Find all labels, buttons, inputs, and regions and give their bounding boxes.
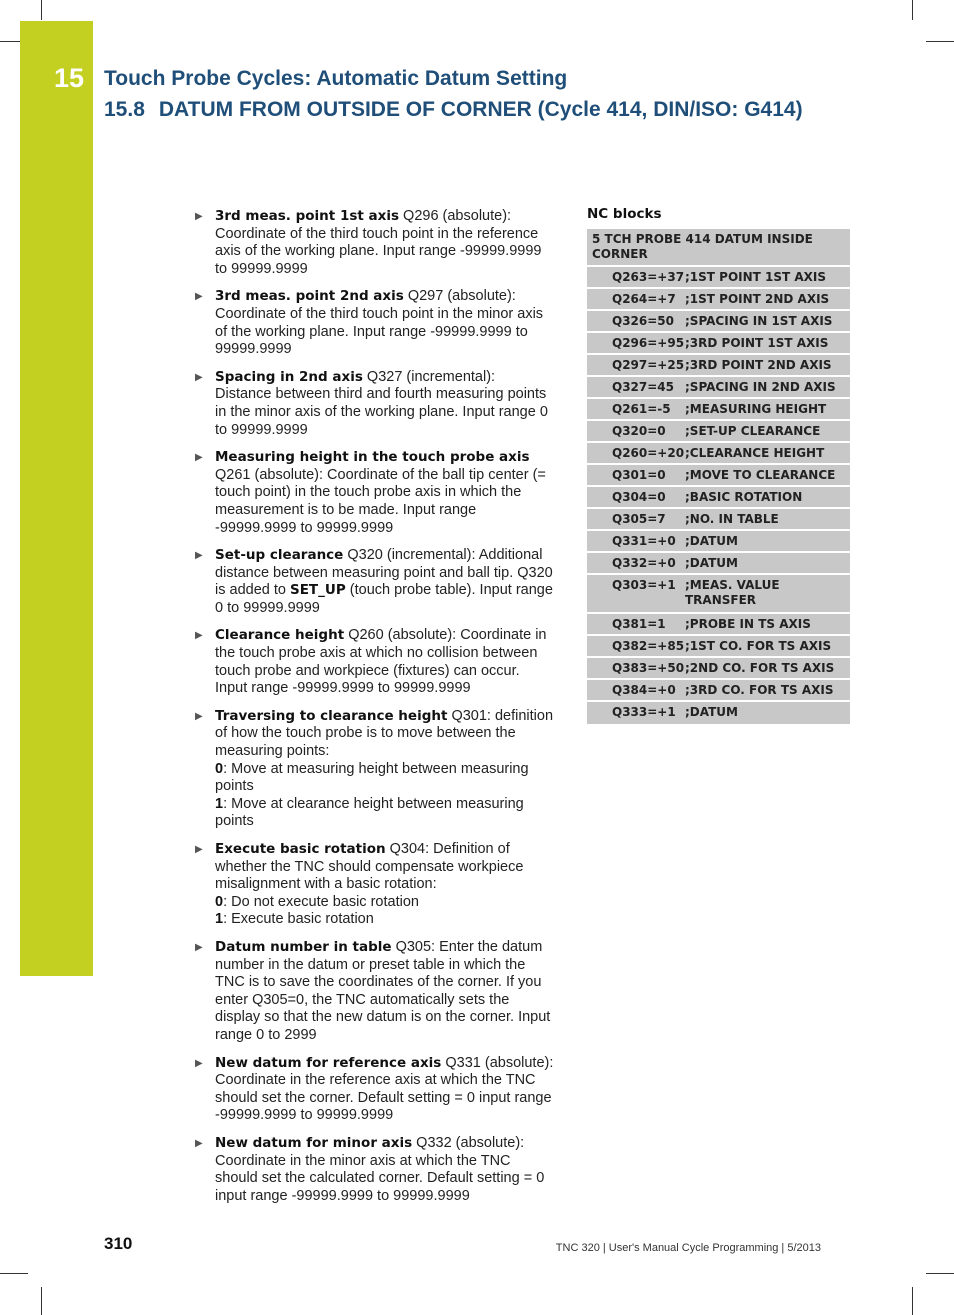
list-item (195, 208, 555, 278)
nc-param: Q301=0 (612, 468, 666, 482)
nc-param: Q383=+50 (612, 661, 685, 675)
option-key: 0 (215, 760, 224, 777)
option-text: : Execute basic rotation (223, 911, 374, 928)
item-text: Q305: Enter the datum number in the datum or preset table in which the TNC is to save the coordinates of the corner. If you enter Q305=0, the TNC automatically sets the display so that the new datum is on the corner. Input range 0 to 2999 (215, 938, 551, 1043)
option-line (215, 761, 555, 796)
chapter-title: Touch Probe Cycles: Automatic Datum Setting (104, 67, 568, 90)
nc-param: Q303=+1 (612, 578, 676, 592)
table-row (587, 377, 850, 399)
nc-param: Q326=50 (612, 314, 675, 328)
crop-mark (912, 0, 913, 20)
nc-param: Q263=+37 (612, 270, 685, 284)
nc-comment: ;MOVE TO CLEARANCE (685, 468, 836, 482)
nc-param: Q382=+85 (612, 639, 685, 653)
nc-param: Q264=+7 (612, 292, 676, 306)
table-row (587, 289, 850, 311)
nc-param: Q332=+0 (612, 556, 676, 570)
bullet-arrow-icon: ▶ (195, 630, 203, 642)
item-text: Q261 (absolute): Coordinate of the ball tip center (= touch point) in the touch probe axis in which the measurement is to be made. Input range -99999.9999 to 99999.9999 (215, 466, 546, 536)
table-row (587, 399, 850, 421)
nc-param: Q331=+0 (612, 534, 676, 548)
option-text: : Move at clearance height between measuring points (215, 795, 524, 830)
option-line (215, 911, 555, 929)
nc-param: Q296=+95 (612, 336, 685, 350)
list-item (195, 288, 555, 358)
option-key: 1 (215, 911, 224, 928)
nc-param: Q320=0 (612, 424, 666, 438)
nc-param: Q305=7 (612, 512, 666, 526)
table-row (587, 267, 850, 289)
nc-comment: ;2ND CO. FOR TS AXIS (685, 661, 835, 675)
nc-param: Q304=0 (612, 490, 666, 504)
table-row (587, 443, 850, 465)
bullet-arrow-icon: ▶ (195, 371, 203, 383)
crop-mark (41, 1287, 42, 1315)
item-text: Q332 (absolute): Coordinate in the minor axis at which the TNC should set the calculated corner. Default setting = 0 input range -99999.9999 to 99999.9999 (215, 1134, 545, 1204)
nc-comment: ;3RD POINT 1ST AXIS (685, 336, 829, 350)
bullet-arrow-icon: ▶ (195, 1057, 203, 1069)
item-term: 3rd meas. point 1st axis (215, 208, 400, 224)
option-line (215, 894, 555, 912)
bullet-arrow-icon: ▶ (195, 452, 203, 464)
nc-param: Q384=+0 (612, 683, 676, 697)
table-row (587, 333, 850, 355)
list-item (195, 547, 555, 617)
option-text: : Move at measuring height between measuring points (215, 760, 529, 795)
table-row (587, 421, 850, 443)
item-term: Execute basic rotation (215, 841, 386, 857)
nc-comment: ;1ST POINT 2ND AXIS (685, 292, 830, 306)
table-row (587, 575, 850, 614)
list-item (195, 627, 555, 697)
nc-comment: ;SPACING IN 1ST AXIS (685, 314, 833, 328)
chapter-number: 15 (54, 63, 85, 93)
table-row (587, 465, 850, 487)
option-line (215, 796, 555, 831)
nc-comment: ;NO. IN TABLE (685, 512, 779, 526)
option-text: : Do not execute basic rotation (223, 893, 419, 910)
nc-param: Q333=+1 (612, 705, 676, 719)
item-term: Clearance height (215, 627, 345, 644)
nc-comment: ;CLEARANCE HEIGHT (685, 446, 825, 460)
list-item (195, 841, 555, 929)
table-row (587, 680, 850, 702)
item-term: New datum for reference axis (215, 1054, 442, 1071)
chapter-sidebar (20, 21, 93, 976)
footer-text: TNC 320 | User's Manual Cycle Programming | 5/2013 (555, 1242, 821, 1254)
table-row (587, 636, 850, 658)
crop-mark (41, 0, 42, 20)
bullet-arrow-icon: ▶ (195, 941, 203, 953)
item-text: Q327 (incremental): Distance between third and fourth measuring points in the minor axis of the working plane. Input range 0 to 99999.9999 (215, 368, 548, 438)
option-key: 1 (215, 795, 224, 812)
section-heading (104, 96, 803, 124)
table-row (587, 553, 850, 575)
nc-param: Q261=-5 (612, 402, 671, 416)
item-term: Spacing in 2nd axis (215, 368, 363, 385)
bullet-arrow-icon: ▶ (195, 710, 203, 722)
list-item (195, 1055, 555, 1125)
nc-comment: ;3RD CO. FOR TS AXIS (685, 683, 834, 697)
bullet-arrow-icon: ▶ (195, 291, 203, 303)
table-row (587, 311, 850, 333)
item-term: 3rd meas. point 2nd axis (215, 288, 404, 305)
nc-blocks-title: NC blocks (587, 206, 662, 222)
nc-comment: ;1ST CO. FOR TS AXIS (685, 639, 832, 653)
crop-mark (0, 1273, 28, 1274)
table-row (587, 614, 850, 636)
list-item (195, 708, 555, 831)
nc-comment: ;DATUM (685, 534, 738, 548)
nc-table-header: 5 TCH PROBE 414 DATUM INSIDE CORNER (587, 229, 850, 267)
item-text: Q301: definition of how the touch probe is to move between the measuring points: (215, 707, 554, 760)
nc-comment: ;PROBE IN TS AXIS (685, 617, 811, 631)
item-text: Q320 (incremental): Additional distance between measuring point and ball tip. Q320 is added to (215, 547, 553, 599)
nc-param: Q260=+20 (612, 446, 685, 460)
page-number: 310 (104, 1234, 133, 1253)
table-row (587, 487, 850, 509)
crop-mark (0, 41, 20, 42)
crop-mark (926, 41, 954, 42)
list-item (195, 1135, 555, 1205)
item-text: Q260 (absolute): Coordinate in the touch probe axis at which no collision between touch probe and workpiece (fixtures) can occur. Input range -99999.9999 to 99999.9999 (215, 627, 547, 697)
item-term: Traversing to clearance height (215, 707, 448, 724)
crop-mark (912, 1287, 913, 1315)
section-title: DATUM FROM OUTSIDE OF CORNER (Cycle 414, DIN/ISO: G414) (158, 98, 803, 121)
list-item (195, 939, 555, 1045)
item-term: Set-up clearance (215, 547, 344, 564)
table-row (587, 509, 850, 531)
list-item (195, 449, 555, 537)
nc-param: Q327=45 (612, 380, 675, 394)
item-text: Q304: Definition of whether the TNC should compensate workpiece misalignment with a basic rotation: (215, 841, 524, 893)
item-text: Q296 (absolute): Coordinate of the third touch point in the reference axis of the working plane. Input range -99999.9999 to 99999.9999 (215, 208, 542, 277)
nc-comment: ;1ST POINT 1ST AXIS (685, 270, 827, 284)
nc-comment: ;BASIC ROTATION (685, 490, 803, 504)
nc-comment: ;SPACING IN 2ND AXIS (685, 380, 836, 394)
nc-comment: ;MEASURING HEIGHT (685, 402, 827, 416)
table-row (587, 531, 850, 553)
section-number: 15.8 (104, 98, 145, 121)
table-row (587, 702, 850, 724)
nc-param: Q381=1 (612, 617, 666, 631)
crop-mark (926, 1273, 954, 1274)
bullet-arrow-icon: ▶ (195, 1137, 203, 1149)
nc-comment: ;SET-UP CLEARANCE (685, 424, 821, 438)
nc-comment: ;MEAS. VALUE TRANSFER (685, 578, 780, 607)
nc-blocks-table (587, 229, 850, 724)
nc-comment: ;DATUM (685, 705, 738, 719)
list-item (195, 369, 555, 439)
item-text: (touch probe table). Input range 0 to 99999.9999 (215, 582, 553, 616)
item-text: Q331 (absolute): Coordinate in the reference axis at which the TNC should set the corner. Default setting = 0 input range -99999.9999 to 99999.9999 (215, 1054, 554, 1124)
item-text: Q297 (absolute): Coordinate of the third touch point in the minor axis of the working plane. Input range -99999.9999 to 99999.9999 (215, 288, 544, 358)
nc-param: Q297=+25 (612, 358, 685, 372)
table-row (587, 658, 850, 680)
bullet-arrow-icon: ▶ (195, 211, 203, 222)
nc-comment: ;DATUM (685, 556, 738, 570)
bullet-arrow-icon: ▶ (195, 550, 203, 562)
item-term-inline: SET_UP (289, 582, 346, 599)
item-term: Measuring height in the touch probe axis (215, 449, 530, 466)
item-term: New datum for minor axis (215, 1134, 413, 1151)
nc-comment: ;3RD POINT 2ND AXIS (685, 358, 832, 372)
parameter-list (195, 208, 555, 1215)
item-term: Datum number in table (215, 938, 392, 955)
bullet-arrow-icon: ▶ (195, 844, 203, 855)
table-row (587, 355, 850, 377)
option-key: 0 (215, 893, 224, 910)
